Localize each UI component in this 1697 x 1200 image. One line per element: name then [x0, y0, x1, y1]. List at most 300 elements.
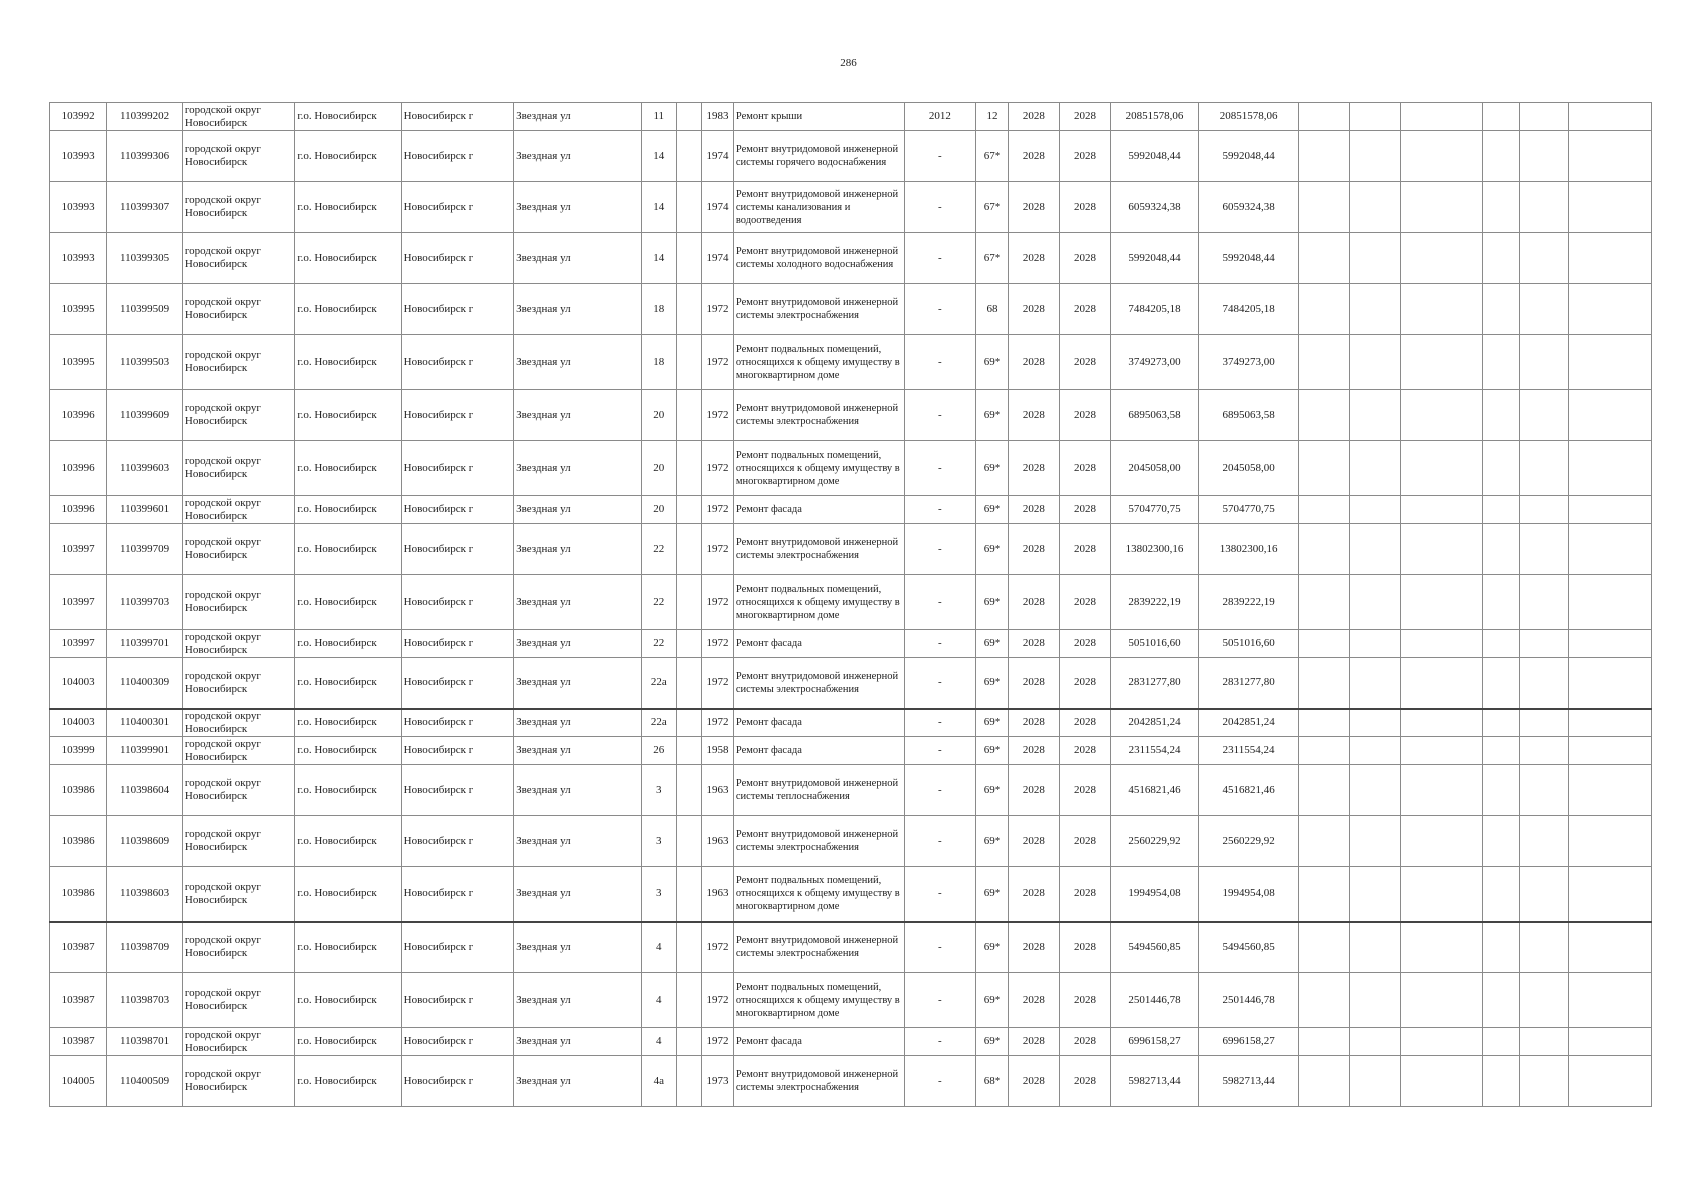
cell-street: Звездная ул — [514, 103, 642, 131]
cell-district: г.о. Новосибирск — [295, 524, 401, 575]
cell-id: 103999 — [50, 737, 107, 765]
cell-work: Ремонт внутридомовой инженерной системы электроснабжения — [733, 922, 904, 973]
cell-cost1: 2045058,00 — [1111, 441, 1199, 496]
cell-municipality: городской округ Новосибирск — [182, 1028, 294, 1056]
cell-cost1: 2560229,92 — [1111, 816, 1199, 867]
cell-term: 69* — [976, 973, 1009, 1028]
cell-empty — [1401, 1028, 1483, 1056]
cell-plan1: 2028 — [1008, 709, 1059, 737]
cell-city: Новосибирск г — [401, 103, 513, 131]
cell-year: 1972 — [702, 658, 734, 709]
cell-empty — [1519, 284, 1568, 335]
cell-id: 103997 — [50, 630, 107, 658]
cell-year: 1983 — [702, 103, 734, 131]
cell-empty — [1299, 524, 1350, 575]
cell-empty — [1569, 765, 1652, 816]
cell-district: г.о. Новосибирск — [295, 765, 401, 816]
cell-street: Звездная ул — [514, 233, 642, 284]
cell-empty — [1299, 131, 1350, 182]
cell-cost2: 5992048,44 — [1198, 131, 1298, 182]
cell-street: Звездная ул — [514, 182, 642, 233]
cell-code: 110399503 — [107, 335, 183, 390]
cell-city: Новосибирск г — [401, 709, 513, 737]
table-row — [50, 737, 1652, 765]
cell-work: Ремонт внутридомовой инженерной системы канализования и водоотведения — [733, 182, 904, 233]
cell-empty — [1299, 390, 1350, 441]
cell-empty — [1401, 182, 1483, 233]
cell-street: Звездная ул — [514, 630, 642, 658]
cell-city: Новосибирск г — [401, 1056, 513, 1107]
cell-cost2: 6996158,27 — [1198, 1028, 1298, 1056]
cell-cost1: 6996158,27 — [1111, 1028, 1199, 1056]
cell-city: Новосибирск г — [401, 284, 513, 335]
cell-empty1 — [676, 524, 702, 575]
cell-municipality: городской округ Новосибирск — [182, 816, 294, 867]
cell-cost1: 7484205,18 — [1111, 284, 1199, 335]
cell-cost2: 3749273,00 — [1198, 335, 1298, 390]
table-body — [50, 103, 1652, 1107]
cell-empty — [1350, 575, 1401, 630]
cell-cost1: 5704770,75 — [1111, 496, 1199, 524]
cell-street: Звездная ул — [514, 575, 642, 630]
cell-empty — [1299, 441, 1350, 496]
cell-plan1: 2028 — [1008, 658, 1059, 709]
cell-year: 1972 — [702, 1028, 734, 1056]
cell-city: Новосибирск г — [401, 441, 513, 496]
table-row — [50, 233, 1652, 284]
cell-empty1 — [676, 103, 702, 131]
cell-year: 1972 — [702, 335, 734, 390]
cell-empty — [1299, 233, 1350, 284]
cell-empty — [1401, 867, 1483, 922]
cell-code: 110398709 — [107, 922, 183, 973]
cell-work: Ремонт подвальных помещений, относящихся к общему имуществу в многоквартирном доме — [733, 973, 904, 1028]
cell-cost2: 6059324,38 — [1198, 182, 1298, 233]
cell-empty — [1519, 709, 1568, 737]
cell-id: 103996 — [50, 390, 107, 441]
cell-year: 1974 — [702, 131, 734, 182]
cell-code: 110399202 — [107, 103, 183, 131]
cell-empty — [1299, 1056, 1350, 1107]
cell-plan1: 2028 — [1008, 867, 1059, 922]
cell-work: Ремонт подвальных помещений, относящихся к общему имуществу в многоквартирном доме — [733, 867, 904, 922]
cell-empty1 — [676, 737, 702, 765]
cell-empty — [1483, 103, 1520, 131]
cell-street: Звездная ул — [514, 922, 642, 973]
cell-term: 69* — [976, 441, 1009, 496]
cell-empty — [1401, 103, 1483, 131]
cell-year: 1972 — [702, 524, 734, 575]
cell-street: Звездная ул — [514, 709, 642, 737]
cell-municipality: городской округ Новосибирск — [182, 973, 294, 1028]
cell-district: г.о. Новосибирск — [295, 335, 401, 390]
cell-work: Ремонт подвальных помещений, относящихся к общему имуществу в многоквартирном доме — [733, 335, 904, 390]
cell-district: г.о. Новосибирск — [295, 131, 401, 182]
cell-empty — [1299, 630, 1350, 658]
cell-cost1: 6059324,38 — [1111, 182, 1199, 233]
cell-empty — [1350, 182, 1401, 233]
cell-empty — [1519, 1028, 1568, 1056]
cell-empty — [1483, 335, 1520, 390]
cell-code: 110398609 — [107, 816, 183, 867]
cell-empty — [1299, 973, 1350, 1028]
cell-prev: - — [904, 737, 976, 765]
cell-empty — [1401, 1056, 1483, 1107]
cell-municipality: городской округ Новосибирск — [182, 737, 294, 765]
cell-prev: - — [904, 496, 976, 524]
cell-empty1 — [676, 496, 702, 524]
cell-house: 3 — [641, 765, 676, 816]
cell-house: 20 — [641, 390, 676, 441]
cell-empty1 — [676, 709, 702, 737]
cell-district: г.о. Новосибирск — [295, 182, 401, 233]
cell-plan2: 2028 — [1059, 1028, 1110, 1056]
cell-municipality: городской округ Новосибирск — [182, 390, 294, 441]
cell-empty — [1519, 575, 1568, 630]
cell-cost1: 2311554,24 — [1111, 737, 1199, 765]
cell-prev: - — [904, 1056, 976, 1107]
cell-plan2: 2028 — [1059, 575, 1110, 630]
cell-empty — [1569, 441, 1652, 496]
cell-district: г.о. Новосибирск — [295, 973, 401, 1028]
cell-prev: - — [904, 441, 976, 496]
cell-empty1 — [676, 973, 702, 1028]
cell-city: Новосибирск г — [401, 737, 513, 765]
cell-year: 1963 — [702, 816, 734, 867]
cell-empty — [1401, 658, 1483, 709]
cell-empty — [1569, 658, 1652, 709]
cell-empty — [1519, 658, 1568, 709]
cell-empty — [1569, 575, 1652, 630]
cell-empty — [1350, 496, 1401, 524]
cell-cost1: 2839222,19 — [1111, 575, 1199, 630]
cell-empty — [1569, 973, 1652, 1028]
cell-cost1: 2831277,80 — [1111, 658, 1199, 709]
cell-street: Звездная ул — [514, 335, 642, 390]
cell-municipality: городской округ Новосибирск — [182, 335, 294, 390]
table-row — [50, 182, 1652, 233]
cell-empty — [1350, 335, 1401, 390]
cell-street: Звездная ул — [514, 131, 642, 182]
cell-district: г.о. Новосибирск — [295, 709, 401, 737]
cell-house: 20 — [641, 496, 676, 524]
cell-id: 103987 — [50, 973, 107, 1028]
cell-cost2: 5704770,75 — [1198, 496, 1298, 524]
cell-plan2: 2028 — [1059, 284, 1110, 335]
cell-empty — [1519, 737, 1568, 765]
cell-work: Ремонт фасада — [733, 709, 904, 737]
cell-empty — [1569, 816, 1652, 867]
cell-municipality: городской округ Новосибирск — [182, 630, 294, 658]
table-row — [50, 390, 1652, 441]
cell-code: 110398604 — [107, 765, 183, 816]
cell-plan1: 2028 — [1008, 1056, 1059, 1107]
repair-program-table — [49, 102, 1652, 1107]
cell-empty1 — [676, 335, 702, 390]
cell-empty — [1299, 1028, 1350, 1056]
cell-city: Новосибирск г — [401, 867, 513, 922]
cell-plan2: 2028 — [1059, 1056, 1110, 1107]
cell-municipality: городской округ Новосибирск — [182, 496, 294, 524]
cell-empty1 — [676, 922, 702, 973]
cell-empty1 — [676, 441, 702, 496]
cell-empty — [1401, 737, 1483, 765]
cell-empty — [1519, 103, 1568, 131]
cell-empty — [1569, 922, 1652, 973]
table-row — [50, 496, 1652, 524]
cell-empty — [1350, 1056, 1401, 1107]
cell-empty — [1569, 630, 1652, 658]
cell-empty — [1483, 737, 1520, 765]
cell-cost2: 2042851,24 — [1198, 709, 1298, 737]
cell-district: г.о. Новосибирск — [295, 496, 401, 524]
table-row — [50, 630, 1652, 658]
cell-cost2: 5992048,44 — [1198, 233, 1298, 284]
cell-empty — [1483, 630, 1520, 658]
cell-empty — [1299, 182, 1350, 233]
cell-term: 67* — [976, 233, 1009, 284]
cell-empty — [1299, 709, 1350, 737]
cell-id: 103986 — [50, 816, 107, 867]
cell-empty — [1483, 1056, 1520, 1107]
cell-empty — [1483, 441, 1520, 496]
cell-city: Новосибирск г — [401, 922, 513, 973]
cell-empty — [1569, 284, 1652, 335]
cell-district: г.о. Новосибирск — [295, 284, 401, 335]
cell-empty — [1401, 816, 1483, 867]
cell-house: 11 — [641, 103, 676, 131]
cell-term: 69* — [976, 709, 1009, 737]
cell-term: 69* — [976, 737, 1009, 765]
cell-work: Ремонт фасада — [733, 496, 904, 524]
cell-prev: - — [904, 524, 976, 575]
cell-plan1: 2028 — [1008, 737, 1059, 765]
cell-street: Звездная ул — [514, 973, 642, 1028]
cell-work: Ремонт фасада — [733, 737, 904, 765]
cell-term: 69* — [976, 816, 1009, 867]
cell-empty — [1299, 658, 1350, 709]
cell-prev: - — [904, 390, 976, 441]
cell-prev: - — [904, 658, 976, 709]
cell-year: 1972 — [702, 709, 734, 737]
cell-plan1: 2028 — [1008, 284, 1059, 335]
cell-empty — [1483, 496, 1520, 524]
cell-id: 103993 — [50, 131, 107, 182]
cell-plan2: 2028 — [1059, 630, 1110, 658]
cell-cost1: 5982713,44 — [1111, 1056, 1199, 1107]
cell-empty — [1350, 390, 1401, 441]
cell-empty — [1401, 524, 1483, 575]
table-row — [50, 973, 1652, 1028]
cell-code: 110399901 — [107, 737, 183, 765]
cell-plan1: 2028 — [1008, 335, 1059, 390]
cell-house: 4 — [641, 1028, 676, 1056]
cell-plan1: 2028 — [1008, 922, 1059, 973]
cell-empty — [1569, 867, 1652, 922]
cell-term: 69* — [976, 390, 1009, 441]
cell-house: 22 — [641, 575, 676, 630]
cell-cost2: 4516821,46 — [1198, 765, 1298, 816]
cell-cost2: 2045058,00 — [1198, 441, 1298, 496]
cell-plan2: 2028 — [1059, 867, 1110, 922]
cell-empty — [1401, 131, 1483, 182]
cell-district: г.о. Новосибирск — [295, 658, 401, 709]
cell-id: 103995 — [50, 284, 107, 335]
cell-house: 3 — [641, 867, 676, 922]
cell-code: 110399709 — [107, 524, 183, 575]
cell-empty1 — [676, 233, 702, 284]
cell-empty — [1483, 658, 1520, 709]
cell-cost1: 6895063,58 — [1111, 390, 1199, 441]
cell-work: Ремонт подвальных помещений, относящихся к общему имуществу в многоквартирном доме — [733, 441, 904, 496]
cell-empty — [1569, 103, 1652, 131]
cell-empty — [1519, 182, 1568, 233]
cell-empty1 — [676, 390, 702, 441]
cell-empty — [1519, 441, 1568, 496]
cell-empty — [1483, 709, 1520, 737]
cell-cost2: 5051016,60 — [1198, 630, 1298, 658]
cell-district: г.о. Новосибирск — [295, 103, 401, 131]
cell-year: 1972 — [702, 284, 734, 335]
cell-empty — [1350, 131, 1401, 182]
cell-code: 110399307 — [107, 182, 183, 233]
cell-house: 22 — [641, 524, 676, 575]
cell-term: 68 — [976, 284, 1009, 335]
cell-id: 103996 — [50, 496, 107, 524]
cell-term: 12 — [976, 103, 1009, 131]
table-row — [50, 284, 1652, 335]
cell-id: 103986 — [50, 765, 107, 816]
cell-street: Звездная ул — [514, 1056, 642, 1107]
cell-empty — [1519, 765, 1568, 816]
cell-cost2: 13802300,16 — [1198, 524, 1298, 575]
cell-empty — [1350, 816, 1401, 867]
cell-cost1: 5992048,44 — [1111, 131, 1199, 182]
cell-empty — [1350, 973, 1401, 1028]
cell-term: 69* — [976, 335, 1009, 390]
cell-empty — [1401, 233, 1483, 284]
cell-prev: - — [904, 1028, 976, 1056]
cell-empty — [1483, 816, 1520, 867]
cell-empty — [1569, 709, 1652, 737]
cell-city: Новосибирск г — [401, 182, 513, 233]
cell-cost1: 5992048,44 — [1111, 233, 1199, 284]
cell-code: 110398703 — [107, 973, 183, 1028]
cell-municipality: городской округ Новосибирск — [182, 284, 294, 335]
cell-empty — [1483, 233, 1520, 284]
cell-term: 69* — [976, 922, 1009, 973]
cell-year: 1973 — [702, 1056, 734, 1107]
cell-plan2: 2028 — [1059, 658, 1110, 709]
cell-cost1: 13802300,16 — [1111, 524, 1199, 575]
cell-prev: - — [904, 182, 976, 233]
cell-empty — [1519, 922, 1568, 973]
cell-plan2: 2028 — [1059, 182, 1110, 233]
cell-cost2: 20851578,06 — [1198, 103, 1298, 131]
cell-cost1: 20851578,06 — [1111, 103, 1199, 131]
table-row — [50, 1028, 1652, 1056]
cell-empty — [1350, 524, 1401, 575]
cell-empty — [1401, 922, 1483, 973]
cell-code: 110399609 — [107, 390, 183, 441]
cell-municipality: городской округ Новосибирск — [182, 524, 294, 575]
cell-empty1 — [676, 765, 702, 816]
cell-street: Звездная ул — [514, 867, 642, 922]
cell-year: 1963 — [702, 867, 734, 922]
cell-id: 104003 — [50, 709, 107, 737]
cell-empty — [1350, 709, 1401, 737]
cell-empty — [1483, 765, 1520, 816]
cell-empty1 — [676, 1056, 702, 1107]
cell-empty — [1519, 524, 1568, 575]
cell-cost2: 2560229,92 — [1198, 816, 1298, 867]
cell-id: 103997 — [50, 575, 107, 630]
table-row — [50, 816, 1652, 867]
cell-empty — [1519, 867, 1568, 922]
cell-work: Ремонт внутридомовой инженерной системы электроснабжения — [733, 658, 904, 709]
cell-plan2: 2028 — [1059, 922, 1110, 973]
cell-street: Звездная ул — [514, 765, 642, 816]
cell-district: г.о. Новосибирск — [295, 816, 401, 867]
cell-municipality: городской округ Новосибирск — [182, 575, 294, 630]
cell-municipality: городской округ Новосибирск — [182, 233, 294, 284]
cell-plan2: 2028 — [1059, 335, 1110, 390]
cell-code: 110400509 — [107, 1056, 183, 1107]
cell-district: г.о. Новосибирск — [295, 390, 401, 441]
cell-code: 110399703 — [107, 575, 183, 630]
cell-empty — [1519, 496, 1568, 524]
cell-empty — [1483, 973, 1520, 1028]
cell-plan2: 2028 — [1059, 103, 1110, 131]
cell-term: 67* — [976, 131, 1009, 182]
cell-prev: - — [904, 973, 976, 1028]
cell-prev: - — [904, 284, 976, 335]
cell-empty — [1350, 737, 1401, 765]
cell-term: 67* — [976, 182, 1009, 233]
cell-municipality: городской округ Новосибирск — [182, 658, 294, 709]
cell-house: 18 — [641, 335, 676, 390]
cell-empty — [1483, 867, 1520, 922]
cell-plan2: 2028 — [1059, 131, 1110, 182]
table-row — [50, 524, 1652, 575]
cell-street: Звездная ул — [514, 737, 642, 765]
cell-street: Звездная ул — [514, 390, 642, 441]
cell-empty — [1299, 575, 1350, 630]
cell-municipality: городской округ Новосибирск — [182, 1056, 294, 1107]
cell-plan1: 2028 — [1008, 233, 1059, 284]
cell-plan1: 2028 — [1008, 103, 1059, 131]
cell-empty — [1569, 496, 1652, 524]
cell-work: Ремонт фасада — [733, 1028, 904, 1056]
cell-city: Новосибирск г — [401, 658, 513, 709]
cell-house: 4 — [641, 922, 676, 973]
cell-empty — [1569, 335, 1652, 390]
cell-empty — [1483, 575, 1520, 630]
cell-empty — [1299, 103, 1350, 131]
cell-empty — [1519, 630, 1568, 658]
cell-id: 103997 — [50, 524, 107, 575]
table-row — [50, 658, 1652, 709]
table-row — [50, 131, 1652, 182]
cell-plan2: 2028 — [1059, 709, 1110, 737]
cell-district: г.о. Новосибирск — [295, 233, 401, 284]
cell-city: Новосибирск г — [401, 1028, 513, 1056]
cell-empty — [1569, 524, 1652, 575]
cell-empty — [1350, 1028, 1401, 1056]
cell-district: г.о. Новосибирск — [295, 867, 401, 922]
cell-year: 1972 — [702, 496, 734, 524]
cell-work: Ремонт внутридомовой инженерной системы горячего водоснабжения — [733, 131, 904, 182]
